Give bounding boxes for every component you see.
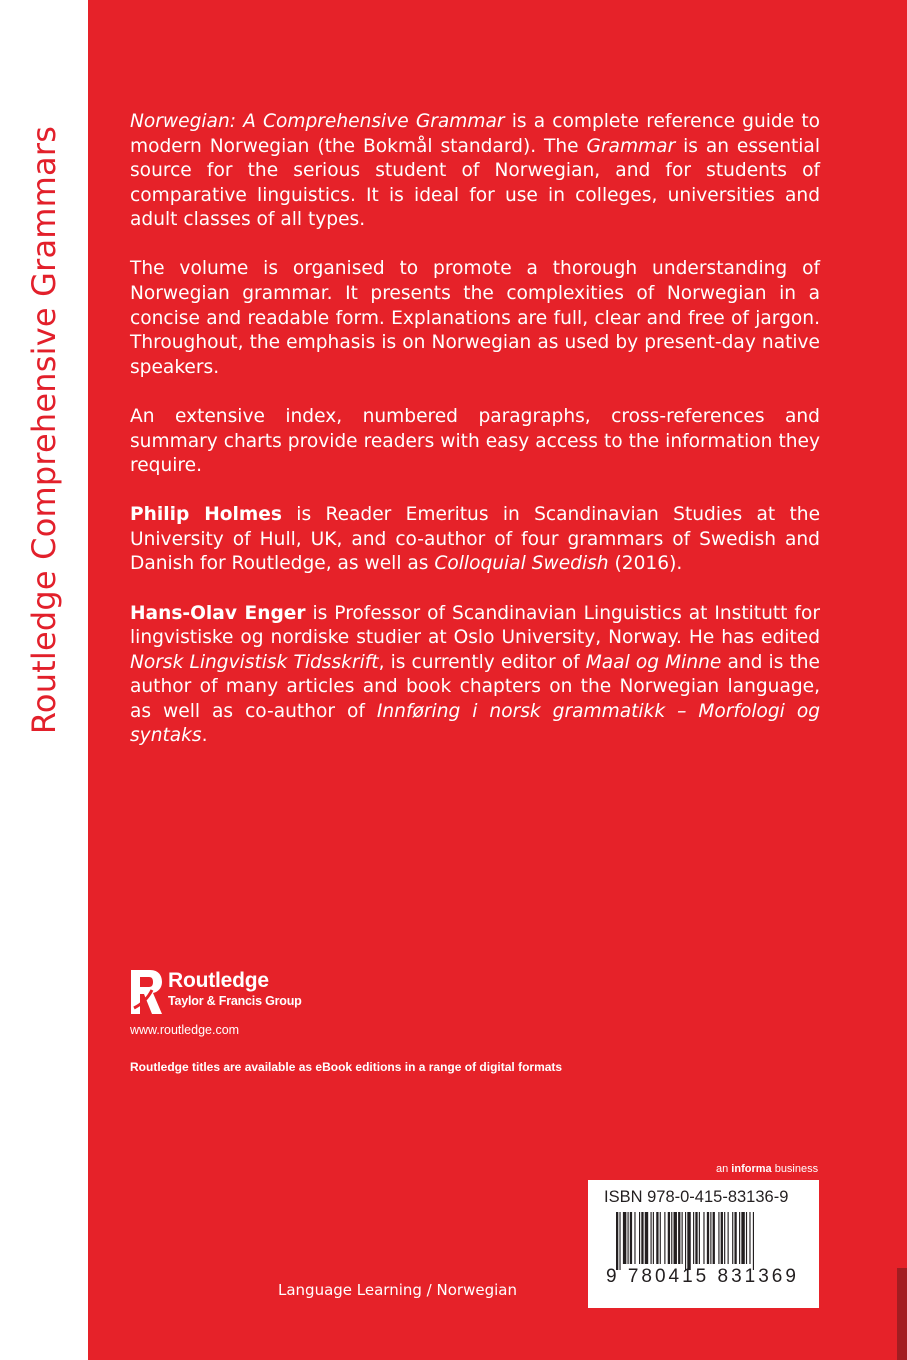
barcode-bar (732, 1212, 733, 1264)
publisher-group: Taylor & Francis Group (168, 994, 302, 1008)
informa-tagline: an informa business (716, 1163, 819, 1175)
barcode-bar (628, 1212, 629, 1264)
barcode-bar (734, 1212, 736, 1264)
barcode-bar (749, 1212, 750, 1264)
barcode-bar (630, 1212, 632, 1264)
barcode-bar (721, 1212, 723, 1264)
barcode-bar (634, 1212, 635, 1264)
series-title: Routledge Comprehensive Grammars (25, 125, 63, 735)
isbn-label: ISBN 978-0-415-83136-9 (604, 1188, 789, 1206)
page-edge-shadow (897, 1268, 907, 1360)
barcode-bar (741, 1212, 744, 1264)
barcode-bar (718, 1212, 719, 1264)
ean-digits: 9 780415 831369 (606, 1266, 799, 1287)
barcode-bar (710, 1212, 711, 1264)
author-name: Philip Holmes (130, 504, 282, 526)
barcode-bar (707, 1212, 709, 1264)
barcode-bar (660, 1212, 661, 1264)
barcode-bar (616, 1212, 618, 1270)
barcode-bar (671, 1212, 672, 1264)
barcode-bar (664, 1212, 665, 1264)
barcode-bar (623, 1212, 626, 1264)
barcode-bar (651, 1212, 652, 1264)
barcode-bar (693, 1212, 694, 1264)
barcode-bar (641, 1212, 643, 1264)
barcode-bar (639, 1212, 640, 1264)
barcode-bar (739, 1212, 740, 1264)
blurb (130, 110, 820, 774)
barcode-bar (619, 1212, 620, 1270)
spine (0, 0, 88, 1360)
publisher-website[interactable]: www.routledge.com (130, 1023, 240, 1037)
blurb-paragraph-2: The volume is organised to promote a thorough understanding of Norwegian grammar. It presents the complexities of Norwegian in a concise and readable form. Explanations are full, clear and free of jargon. Throughout, the emphasis is on Norwegian as used by present-day native speakers. (130, 258, 820, 378)
barcode-bar (682, 1212, 683, 1264)
blurb-paragraph-3: An extensive index, numbered paragraphs, cross-references and summary charts provide readers with easy access to the information they require. (130, 405, 820, 477)
publisher-name: Routledge (168, 969, 269, 992)
barcode-bar (645, 1212, 648, 1264)
barcode-bar (746, 1212, 747, 1264)
routledge-r-icon (128, 968, 164, 1016)
barcode-bar (699, 1212, 700, 1264)
barcode-bar (695, 1212, 697, 1264)
author-bio-2: Hans-Olav Enger is Professor of Scandinavian Linguistics at Institutt for lingvistiske og nordiske studier at Oslo University, Norway. He has edited Norsk Lingvistisk Tidsskrift, is currently editor of Maal og Minne and is the author of many articles and book chapters on the Norwegian language, as well as co-author of Innføring i norsk grammatikk – Morfologi og syntaks. (130, 602, 821, 747)
barcode-bar (713, 1212, 715, 1264)
subject-category: Language Learning / Norwegian (278, 1281, 517, 1299)
barcode-bar (678, 1212, 680, 1264)
barcode (588, 1180, 819, 1308)
barcode-bar (656, 1212, 658, 1264)
book-title: Norwegian: A Comprehensive Grammar (130, 111, 505, 132)
barcode-bars (616, 1212, 806, 1270)
author-name: Hans-Olav Enger (130, 602, 306, 624)
author-bio-1: Philip Holmes is Reader Emeritus in Scandinavian Studies at the University of Hull, UK, and co-author of four grammars of Swedish and Danish for Routledge, as well as Colloquial Swedish (2016). (130, 504, 821, 575)
barcode-bar (753, 1212, 754, 1270)
barcode-bar (685, 1212, 686, 1270)
barcode-bar (724, 1212, 725, 1264)
barcode-bar (703, 1212, 704, 1264)
barcode-bar (674, 1212, 677, 1264)
barcode-bar (668, 1212, 670, 1264)
blurb-paragraph-1: Norwegian: A Comprehensive Grammar is a complete reference guide to modern Norwegian (the Bokmål standard). The Grammar is an essential source for the serious student of Norwegian, and for students of comparative linguistics. It is ideal for use in colleges, universities and adult classes of all types. (130, 111, 820, 231)
barcode-bar (687, 1212, 690, 1270)
barcode-bar (728, 1212, 729, 1264)
publisher-logo[interactable] (128, 968, 302, 1016)
ebook-note: Routledge titles are available as eBook editions in a range of digital formats (130, 1060, 563, 1074)
barcode-bar (653, 1212, 654, 1264)
